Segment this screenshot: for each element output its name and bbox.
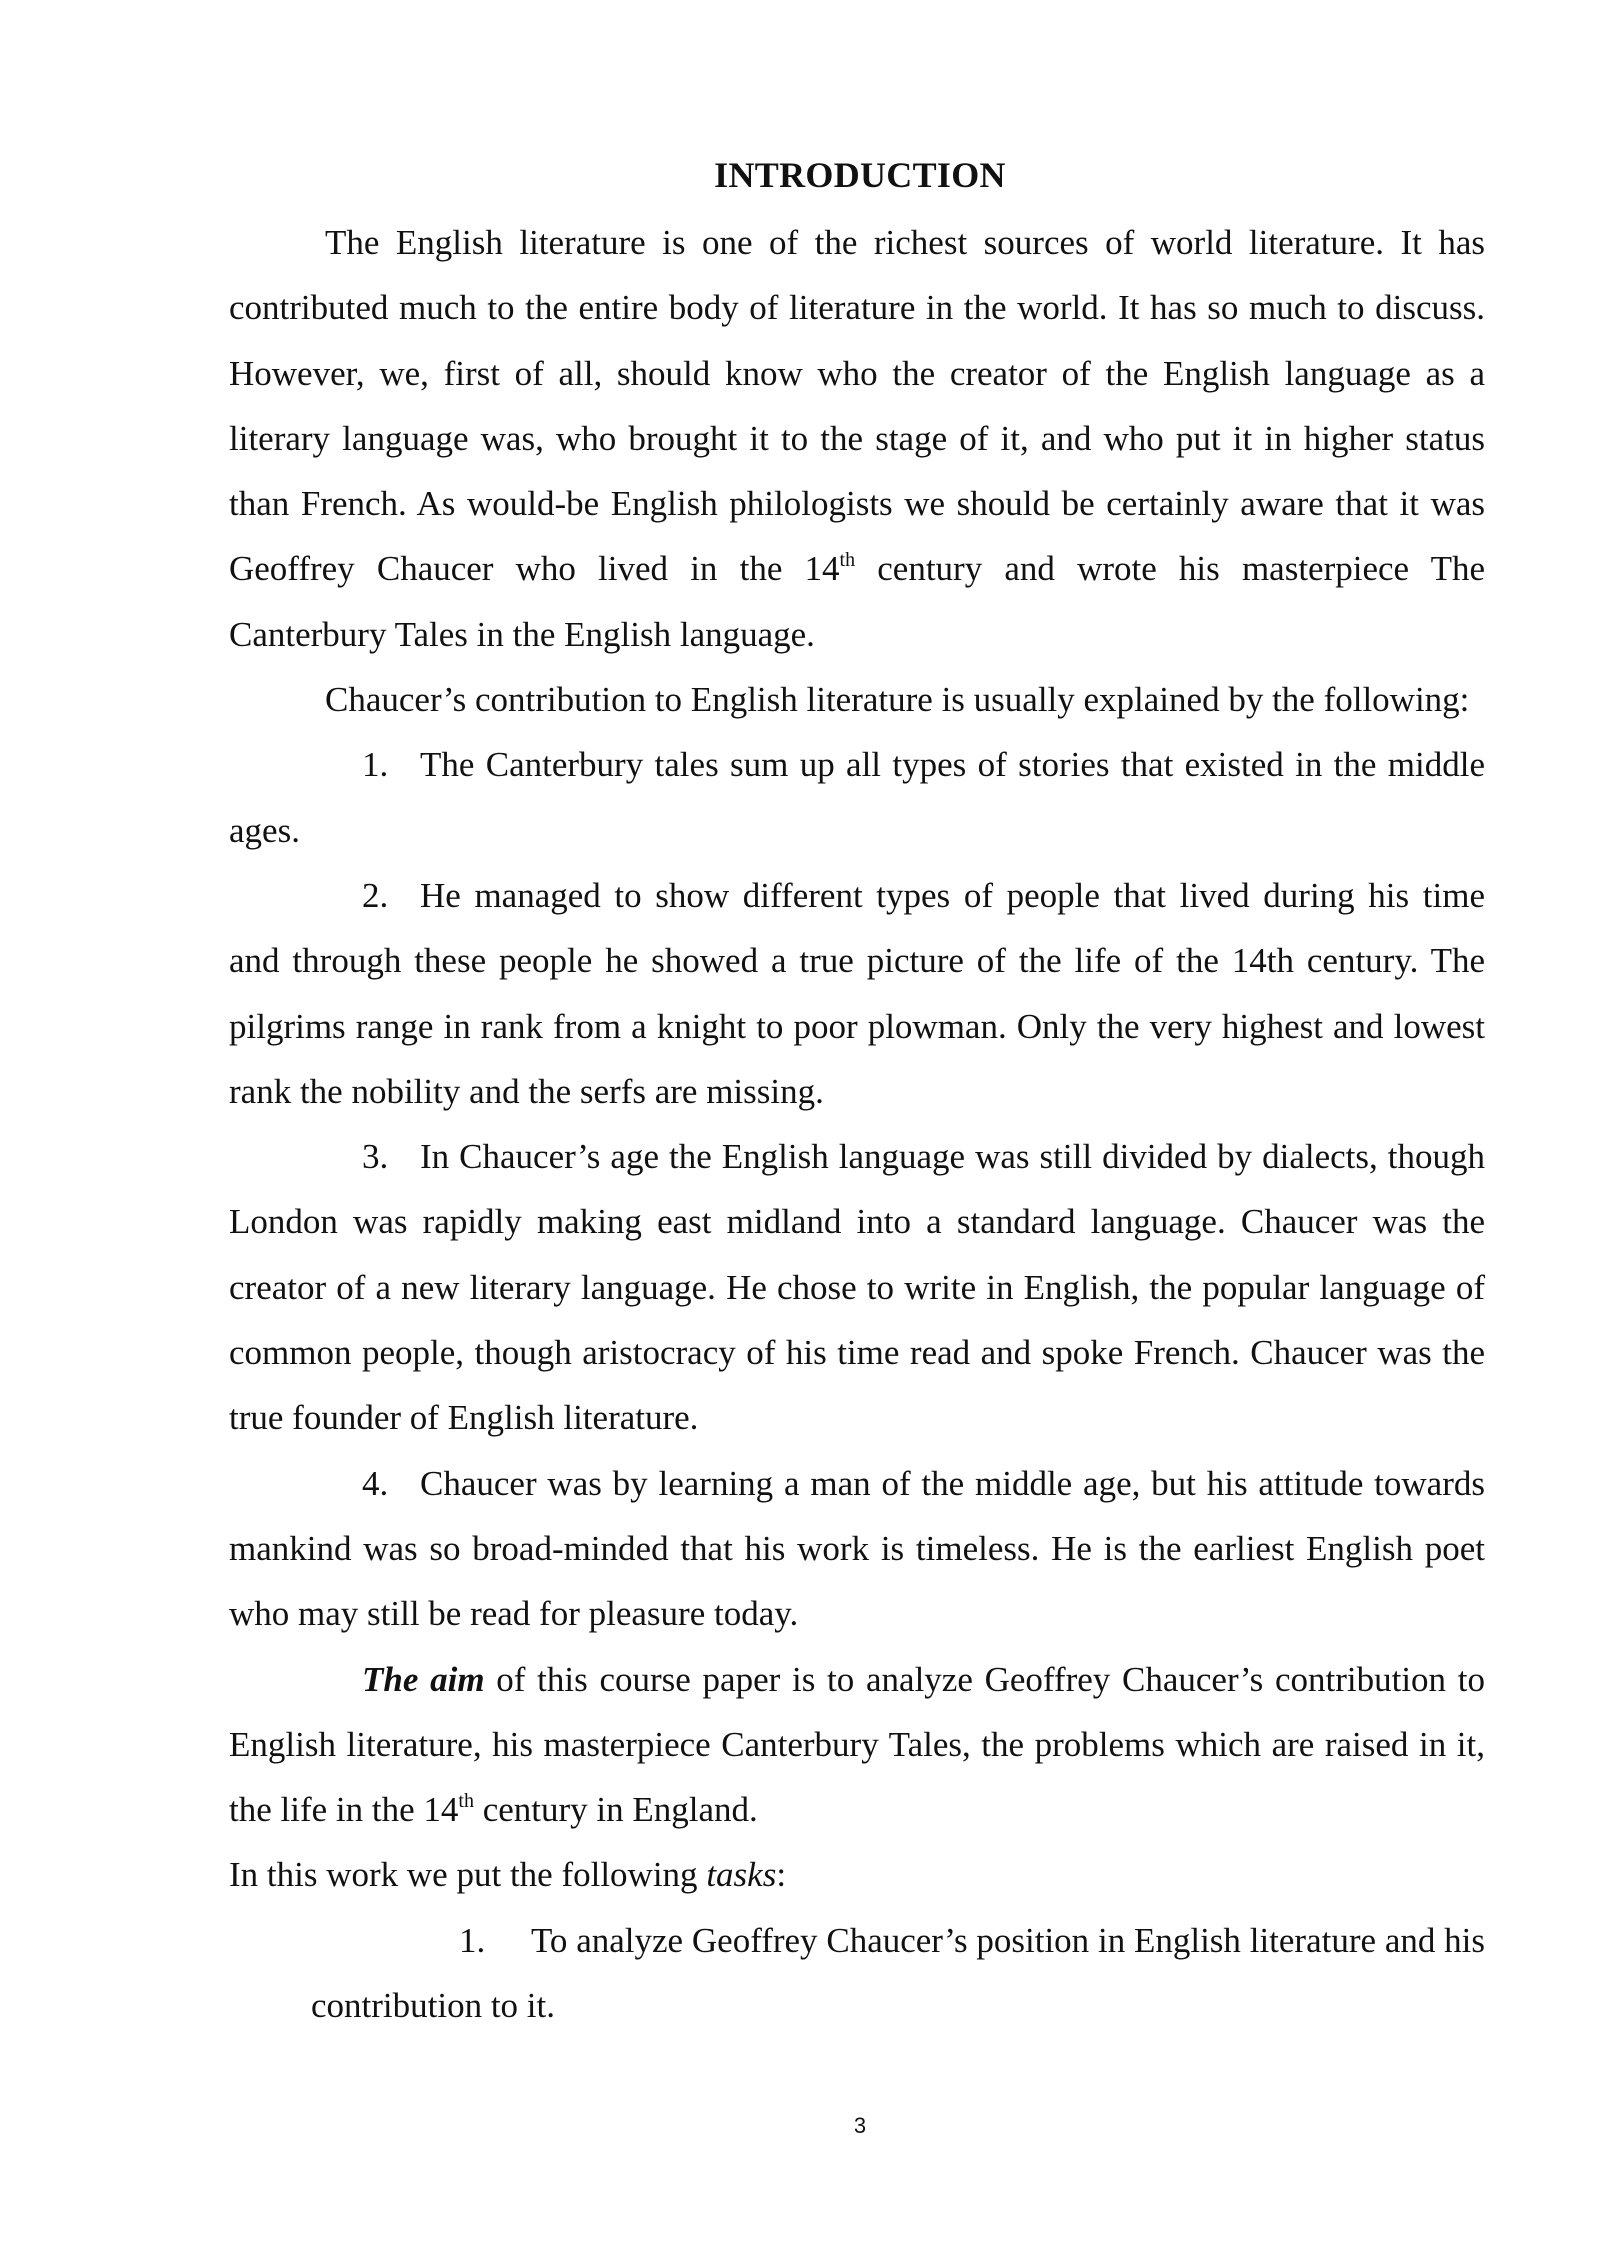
tasks-intro-end: :	[776, 1855, 787, 1895]
list-item-number: 2.	[362, 875, 389, 915]
ordinal-superscript: th	[839, 549, 856, 572]
contribution-list-item	[229, 732, 1485, 863]
contribution-list-item	[229, 863, 1485, 1124]
ordinal-superscript: th	[458, 1790, 474, 1813]
list-item-number: 1.	[459, 1920, 486, 1960]
intro-text-part-1: The English literature is one of the richest sources of world literature. It has contributed much to the entire body of literature in the world. It has so much to discuss. However, we, first of all, should know who the creator of the English language as a literary language was, who brought it to the stage of it, and who put it in higher status than French. As would-be English philologists we should be certainly aware that it was Geoffrey Chaucer who lived in the 14	[229, 223, 1485, 589]
section-heading: INTRODUCTION	[714, 155, 1006, 195]
list-item-text: He managed to show different types of people that lived during his time and through these people he showed a true picture of the life of the 14th century. The pilgrims range in rank from a knight to poor plowman. Only the very highest and lowest rank the nobility and the serfs are missing.	[229, 875, 1485, 1111]
intro-paragraph	[229, 210, 1485, 667]
task-list-item	[229, 1908, 1485, 2039]
aim-label: The aim	[362, 1659, 485, 1699]
document-body	[229, 210, 1485, 2038]
list-item-text: The Canterbury tales sum up all types of stories that existed in the middle ages.	[229, 745, 1485, 850]
list-item-text: To analyze Geoffrey Chaucer’s position in English literature and his contribution to it.	[311, 1920, 1485, 2026]
list-item-number: 1.	[362, 745, 389, 785]
tasks-intro-text: In this work we put the following	[229, 1855, 707, 1895]
aim-text-part-1: of this course paper is to analyze Geoffrey Chaucer’s contribution to English literature, his masterpiece Canterbury Tales, the problems which are raised in it, the life in the 14	[229, 1659, 1486, 1830]
list-item-number: 3.	[362, 1137, 389, 1177]
contribution-list-item	[229, 1124, 1485, 1450]
aim-paragraph	[229, 1647, 1485, 1843]
page-number: 3	[853, 2113, 867, 2138]
contribution-intro-paragraph: Chaucer’s contribution to English literature is usually explained by the following:	[325, 680, 1470, 720]
list-item-number: 4.	[362, 1463, 389, 1503]
contribution-list-item	[229, 1451, 1485, 1647]
tasks-intro-paragraph	[229, 1842, 1485, 1907]
tasks-emphasis: tasks	[706, 1855, 777, 1895]
aim-text-part-2: century in England.	[473, 1790, 758, 1830]
list-item-text: Chaucer was by learning a man of the middle age, but his attitude towards mankind was so broad-minded that his work is timeless. He is the earliest English poet who may still be read for pleasure today.	[229, 1463, 1485, 1634]
intro-text-part-2: century and wrote his masterpiece The Canterbury Tales in the English language.	[229, 549, 1486, 654]
list-item-text: In Chaucer’s age the English language was still divided by dialects, though London was rapidly making east midland into a standard language. Chaucer was the creator of a new literary language. He chose to write in English, the popular language of common people, though aristocracy of his time read and spoke French. Chaucer was the true founder of English literature.	[229, 1137, 1485, 1438]
